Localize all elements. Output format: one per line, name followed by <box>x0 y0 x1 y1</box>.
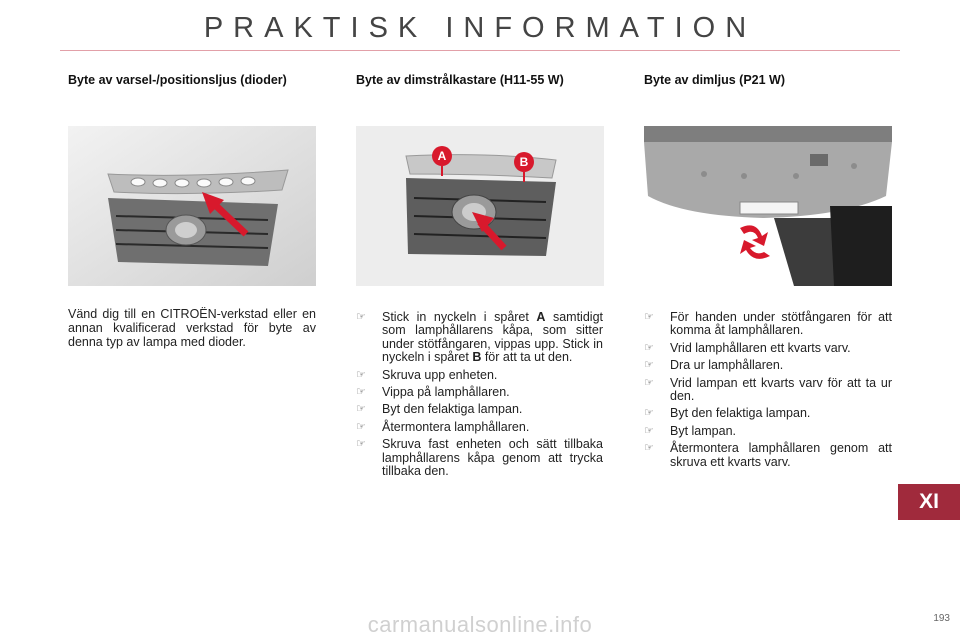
list-item: ☞ Vrid lamphållaren ett kvarts varv. <box>644 340 851 355</box>
list-item: ☞ Vrid lampan ett kvarts varv för att ta ur den. <box>644 375 892 404</box>
hand-pointer-icon: ☞ <box>644 424 654 437</box>
hand-pointer-icon: ☞ <box>644 442 654 455</box>
col2-heading: Byte av dimstrålkastare (H11-55 W) <box>356 73 564 87</box>
list-item: ☞ Byt den felaktiga lampan. <box>356 402 523 417</box>
callout-b: B <box>519 155 529 169</box>
list-item: ☞ För handen under stötfångaren för att komma åt lamphållaren. <box>644 310 892 338</box>
col1-text: Vänd dig till en CITROËN-verkstad eller en annan kvalificerad verkstad för byte av denna typ av lampa med dioder. <box>68 307 316 349</box>
title-divider <box>60 50 900 51</box>
list-item: ☞ Dra ur lamphållaren. <box>644 358 784 373</box>
hand-pointer-icon: ☞ <box>644 376 654 389</box>
list-item: ☞ Byt lampan. <box>644 423 737 438</box>
list-item: ☞ Skruva upp enheten. <box>356 367 498 382</box>
drl-photo <box>68 126 316 286</box>
watermark: carmanualsonline.info <box>367 612 593 637</box>
hand-pointer-icon: ☞ <box>356 368 366 381</box>
col3-steps <box>644 311 892 473</box>
col2-steps <box>356 311 603 482</box>
foglamp-photo <box>356 126 604 286</box>
hand-pointer-icon: ☞ <box>644 407 654 420</box>
list-item: ☞ Byt den felaktiga lampan. <box>644 406 811 421</box>
list-item: ☞ Skruva fast enheten och sätt tillbaka lamphållarens kåpa genom att trycka tillbaka den. <box>356 437 603 479</box>
page-number: 193 <box>933 613 950 624</box>
hand-pointer-icon: ☞ <box>356 403 366 416</box>
chapter-tab: XI <box>898 484 960 520</box>
hand-pointer-icon: ☞ <box>356 311 366 323</box>
list-item: ☞ Vippa på lamphållaren. <box>356 385 510 400</box>
hand-pointer-icon: ☞ <box>644 359 654 372</box>
list-item: ☞ Stick in nyckeln i spåret A samtidigt som lamphållarens kåpa, som sitter under stötfångaren, vippas upp. Stick in nyckeln i spåret B för att ta ut den. <box>356 310 603 365</box>
rear-foglamp-photo <box>644 126 892 286</box>
col1-heading: Byte av varsel-/positionsljus (dioder) <box>68 73 287 87</box>
hand-pointer-icon: ☞ <box>356 438 366 451</box>
hand-pointer-icon: ☞ <box>356 420 366 433</box>
hand-pointer-icon: ☞ <box>644 341 654 354</box>
list-item: ☞ Återmontera lamphållaren genom att skruva ett kvarts varv. <box>644 441 892 469</box>
callout-a: A <box>437 149 447 163</box>
hand-pointer-icon: ☞ <box>644 311 654 323</box>
page-title: PRAKTISK INFORMATION <box>203 12 757 44</box>
col3-heading: Byte av dimljus (P21 W) <box>644 73 786 87</box>
list-item: ☞ Återmontera lamphållaren. <box>356 419 530 434</box>
hand-pointer-icon: ☞ <box>356 386 366 399</box>
